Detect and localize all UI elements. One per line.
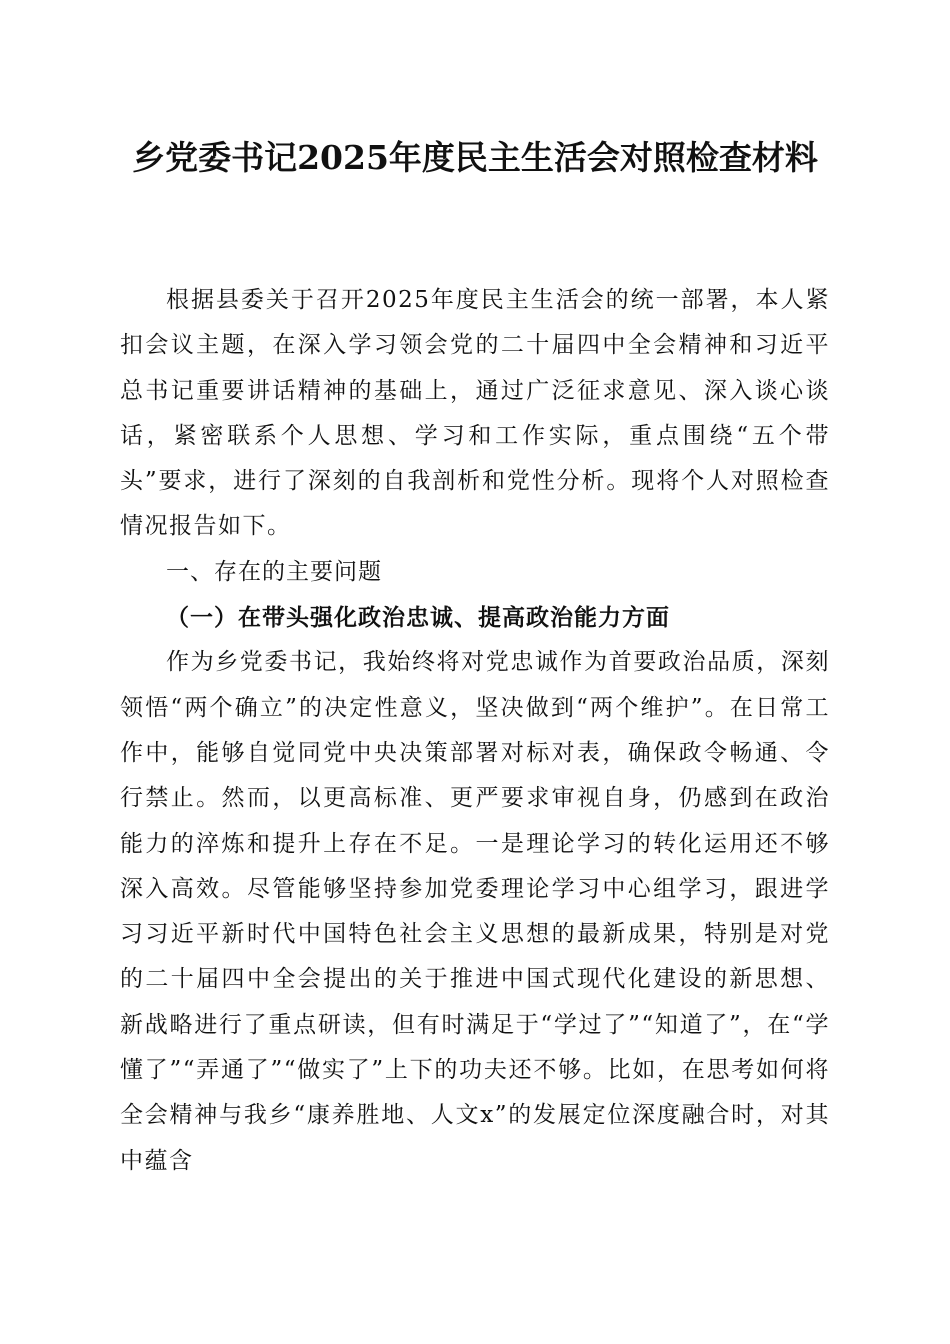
section-heading: 一、存在的主要问题 bbox=[166, 558, 382, 585]
document-title: 乡党委书记2025年度民主生活会对照检查材料 bbox=[132, 138, 818, 177]
document-body bbox=[120, 278, 830, 1184]
subsection-heading: （一）在带头强化政治忠诚、提高政治能力方面 bbox=[166, 604, 670, 632]
intro-paragraph: 根据县委关于召开2025年度民主生活会的统一部署，本人紧扣会议主题，在深入学习领会党的二十届四中全会精神和习近平总书记重要讲话精神的基础上，通过广泛征求意见、深入谈心谈话，紧密联系个人思想、学习和工作实际，重点围绕“五个带头”要求，进行了深刻的自我剖析和党性分析。现将个人对照检查情况报告如下。 bbox=[120, 287, 830, 540]
body-paragraph: 作为乡党委书记，我始终将对党忠诚作为首要政治品质，深刻领悟“两个确立”的决定性意义，坚决做到“两个维护”。在日常工作中，能够自觉同党中央决策部署对标对表，确保政令畅通、令行禁止。然而，以更高标准、更严要求审视自身，仍感到在政治能力的淬炼和提升上存在不足。一是理论学习的转化运用还不够深入高效。尽管能够坚持参加党委理论学习中心组学习，跟进学习习近平新时代中国特色社会主义思想的最新成果，特别是对党的二十届四中全会提出的关于推进中国式现代化建设的新思想、新战略进行了重点研读，但有时满足于“学过了”“知道了”，在“学懂了”“弄通了”“做实了”上下的功夫还不够。比如，在思考如何将全会精神与我乡“康养胜地、人文x”的发展定位深度融合时，对其中蕴含 bbox=[120, 649, 830, 1174]
